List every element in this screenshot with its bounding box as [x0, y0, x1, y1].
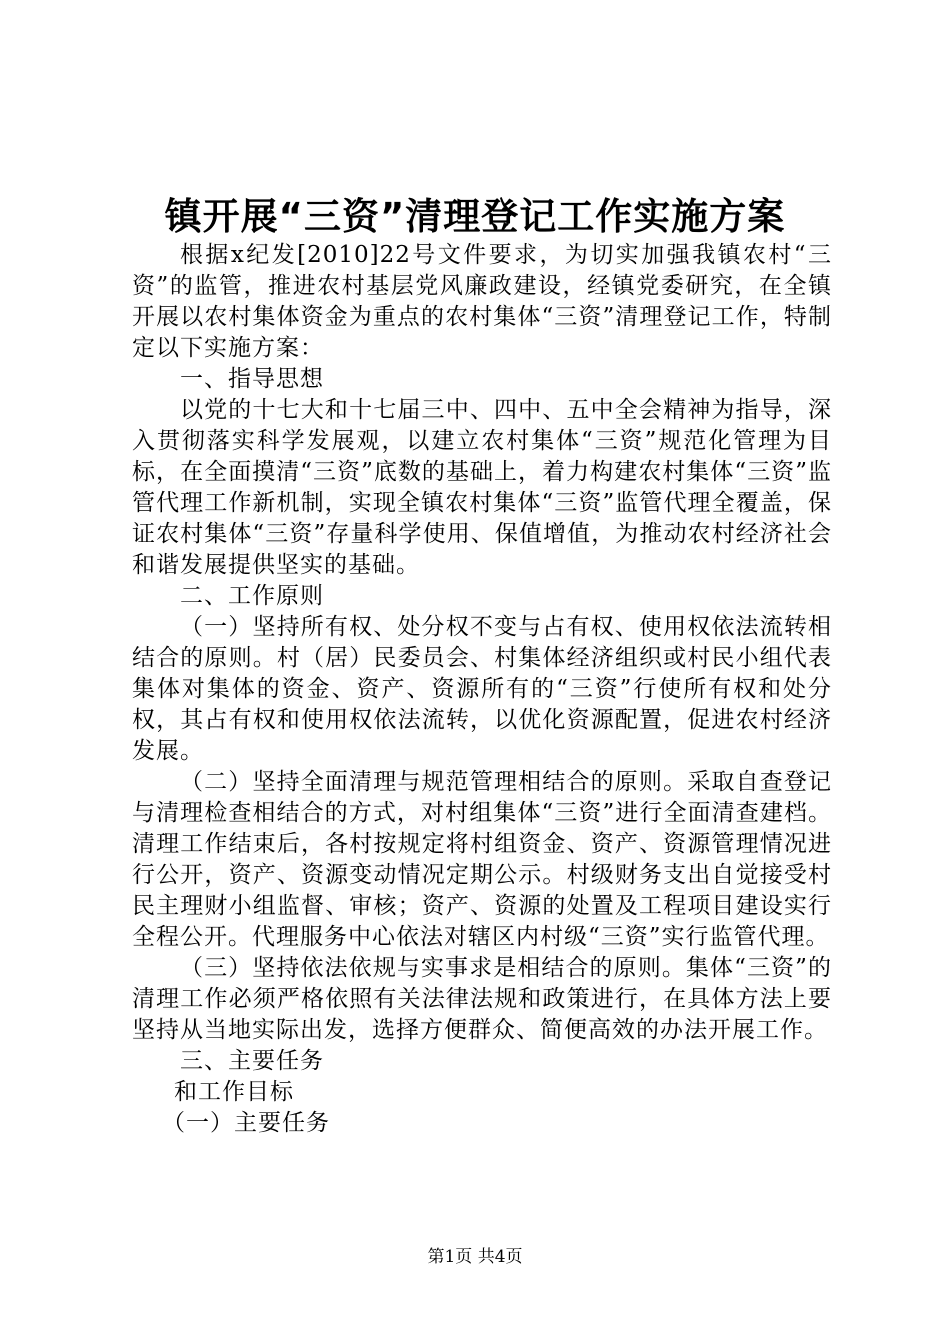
subsection-heading-main-tasks: （一）主要任务: [162, 1110, 330, 1136]
guiding-ideology-paragraph: 以党的十七大和十七届三中、四中、五中全会精神为指导，深入贯彻落实科学发展观，以建立农村集体“三资”规范化管理为目标，在全面摸清“三资”底数的基础上，着力构建农村集体“三资”监管代理工作新机制，实现全镇农村集体“三资”监管代理全覆盖，保证农村集体“三资”存量科学使用、保值增值，为推动农村经济社会和谐发展提供坚实的基础。: [132, 397, 832, 578]
section-heading-guiding-ideology: 一、指导思想: [180, 366, 324, 392]
document-body: [132, 240, 832, 1139]
principle-2-paragraph: （二）坚持全面清理与规范管理相结合的原则。采取自查登记与清理检查相结合的方式，对村组集体“三资”进行全面清查建档。清理工作结束后，各村按规定将村组资金、资产、资源管理情况进行公开，资产、资源变动情况定期公示。村级财务支出自觉接受村民主理财小组监督、审核；资产、资源的处置及工程项目建设实行全程公开。代理服务中心依法对辖区内村级“三资”实行监管代理。: [132, 769, 832, 950]
principle-3-paragraph: （三）坚持依法依规与实事求是相结合的原则。集体“三资”的清理工作必须严格依照有关法律法规和政策进行，在具体方法上要坚持从当地实际出发，选择方便群众、简便高效的办法开展工作。: [132, 955, 832, 1043]
section-heading-main-tasks: 三、主要任务: [180, 1048, 324, 1074]
section-heading-work-goals: 和工作目标: [174, 1079, 294, 1105]
document-title: 镇开展“三资”清理登记工作实施方案: [164, 195, 786, 238]
section-heading-work-principles: 二、工作原则: [180, 583, 324, 609]
page-footer: 第1页 共4页: [427, 1247, 523, 1267]
intro-paragraph: 根据x纪发[2010]22号文件要求，为切实加强我镇农村“三资”的监管，推进农村基层党风廉政建设，经镇党委研究，在全镇开展以农村集体资金为重点的农村集体“三资”清理登记工作，特制定以下实施方案：: [132, 242, 832, 361]
principle-1-paragraph: （一）坚持所有权、处分权不变与占有权、使用权依法流转相结合的原则。村（居）民委员会、村集体经济组织或村民小组代表集体对集体的资金、资产、资源所有的“三资”行使所有权和处分权，其占有权和使用权依法流转，以优化资源配置，促进农村经济发展。: [132, 614, 832, 764]
